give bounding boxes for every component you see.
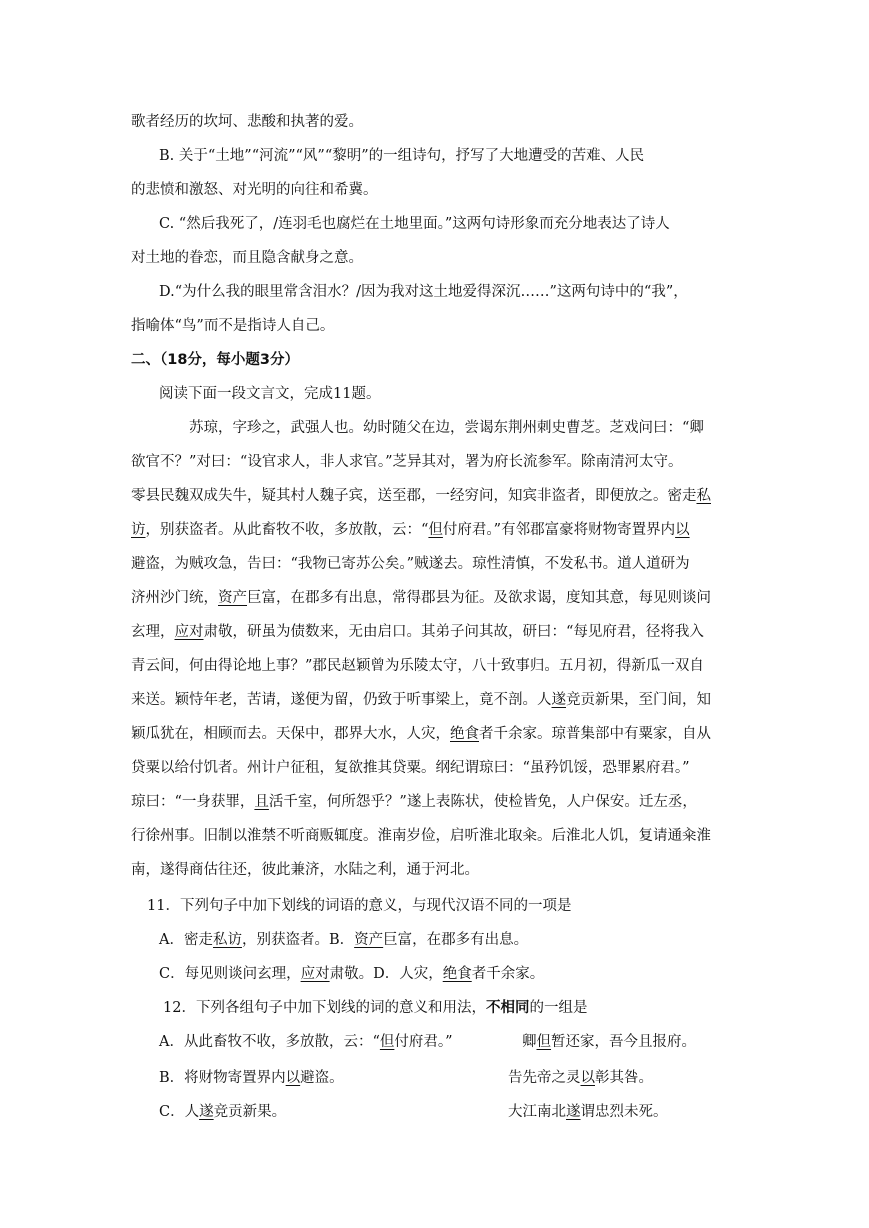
passage-text: 巨富，在郡多有出息，常得郡县为征。及欲求谒，度知其意，每见则谈问 <box>247 590 711 606</box>
question-11-options-cd <box>159 964 544 984</box>
passage-line <box>131 588 711 608</box>
option-c-line1: C. “然后我死了，/连羽毛也腐烂在土地里面。”这两句诗形象而充分地表达了诗人 <box>159 216 670 232</box>
intro-line: 歌者经历的坎坷、悲酸和执著的爱。 <box>131 114 363 130</box>
option-text: 告先帝之灵 <box>508 1070 581 1086</box>
option-text: 肃敬。D．人灾， <box>329 966 443 982</box>
passage-text: 琼曰：“一身获罪， <box>131 794 255 810</box>
passage-line: 贷粟以给付饥者。州计户征租，复欲推其贷粟。纲纪谓琼曰：“虽矜饥馁，恐罪累府君。” <box>131 760 690 776</box>
passage-line: 行徐州事。旧制以淮禁不听商贩辄度。淮南岁俭，启听淮北取籴。后淮北人饥，复请通籴淮 <box>131 828 711 844</box>
underlined-word: 资产 <box>218 590 247 606</box>
underlined-word: 资产 <box>354 932 384 948</box>
option-text: 付府君。” <box>394 1034 453 1050</box>
passage-line <box>131 622 704 642</box>
option-text: 卿 <box>522 1034 537 1050</box>
question-12-option-b-right <box>508 1068 653 1088</box>
passage-line <box>131 520 690 540</box>
passage-line: 南，遂得商估往还，彼此兼济，水陆之利，通于河北。 <box>131 862 479 878</box>
underlined-word: 绝食 <box>442 966 472 982</box>
passage-text: 颖瓜犹在，相顾而去。天保中，郡界大水，人灾， <box>131 726 450 742</box>
passage-line <box>131 486 711 506</box>
passage-text: ，别获盗者。从此畜牧不收，多放散，云：“ <box>145 522 429 538</box>
passage-text: 玄理， <box>131 624 175 640</box>
option-text: 避盗。 <box>300 1070 344 1086</box>
question-11-options-ab <box>159 930 528 950</box>
underlined-word: 访 <box>131 522 146 538</box>
passage-text: 来送。颖恃年老，苦请，遂便为留，仍致于听事梁上，竟不剖。人 <box>131 692 552 708</box>
underlined-word: 但 <box>536 1034 551 1050</box>
underlined-word: 遂 <box>566 1104 581 1120</box>
option-text: 彰其咎。 <box>595 1070 653 1086</box>
underlined-word: 但 <box>379 1034 395 1050</box>
question-12-option-c-left <box>159 1102 286 1122</box>
option-text: ，别获盗者。B． <box>241 932 355 948</box>
passage-line: 欲官不？”对曰：“设官求人，非人求官。”芝异其对，署为府长流参军。除南清河太守。 <box>131 454 683 470</box>
option-text: 大江南北 <box>508 1104 566 1120</box>
option-text: 暂还家，吾今且报府。 <box>551 1034 696 1050</box>
underlined-word: 以 <box>285 1070 301 1086</box>
underlined-word: 私 <box>696 488 711 504</box>
passage-text: 竞贡新果，至门间，知 <box>566 692 711 708</box>
question-12-option-a-left <box>159 1032 453 1052</box>
underlined-word: 绝食 <box>450 726 479 742</box>
option-b-line2: 的悲愤和激怒、对光明的向往和希冀。 <box>131 182 378 198</box>
stem-emphasis: 不相同 <box>485 1000 530 1016</box>
option-text: C．每见则谈问玄理， <box>159 966 301 982</box>
passage-text: 者千余家。琼普集部中有粟家，自从 <box>479 726 711 742</box>
passage-text: 肃敬，研虽为债数来，无由启口。其弟子问其故，研曰：“每见府君，径将我入 <box>203 624 704 640</box>
passage-line <box>131 690 711 710</box>
passage-line <box>131 792 697 812</box>
underlined-word: 应对 <box>300 966 330 982</box>
question-11-stem: 11．下列句子中加下划线的词语的意义，与现代汉语不同的一项是 <box>147 898 572 914</box>
passage-line: 青云间，何由得论地上事？”郡民赵颖曾为乐陵太守，八十致事归。五月初，得新瓜一双自 <box>131 658 704 674</box>
passage-text: 付府君。”有邻郡富豪将财物寄置界内 <box>442 522 676 538</box>
section-instruction: 阅读下面一段文言文，完成11题。 <box>159 386 381 402</box>
question-12-option-b-left <box>159 1068 344 1088</box>
option-text: 谓忠烈未死。 <box>580 1104 668 1120</box>
passage-line: 避盗，为贼攻急，告曰：“我物已寄苏公矣。”贼遂去。琼性清慎，不发私书。道人道研为 <box>131 556 690 572</box>
underlined-word: 应对 <box>174 624 204 640</box>
option-d-line1: D.“为什么我的眼里常含泪水？/因为我对这土地爱得深沉……”这两句诗中的“我”， <box>159 284 688 300</box>
question-12-option-c-right <box>508 1102 668 1122</box>
option-text: C．人 <box>159 1104 200 1120</box>
option-text: 巨富，在郡多有出息。 <box>383 932 529 948</box>
stem-text: 12．下列各组句子中加下划线的词的意义和用法， <box>163 1000 486 1016</box>
option-d-line2: 指喻体“鸟”而不是指诗人自己。 <box>131 318 335 334</box>
option-text: 竞贡新果。 <box>213 1104 287 1120</box>
underlined-word: 且 <box>254 794 269 810</box>
option-text: A．密走 <box>159 932 213 948</box>
underlined-word: 私访 <box>212 932 242 948</box>
passage-text: 济州沙门统， <box>131 590 218 606</box>
passage-text: 活千室，何所怨乎？”遂上表陈状，使检皆免，人户保安。迁左丞， <box>268 794 697 810</box>
option-c-line2: 对土地的眷恋，而且隐含献身之意。 <box>131 250 363 266</box>
question-12-stem <box>163 998 587 1018</box>
underlined-word: 遂 <box>551 692 566 708</box>
option-text: A．从此畜牧不收，多放散，云：“ <box>159 1034 380 1050</box>
question-12-option-a-right <box>522 1032 696 1052</box>
option-text: 者千余家。 <box>471 966 545 982</box>
underlined-word: 以 <box>580 1070 595 1086</box>
passage-line: 苏琼，字珍之，武强人也。幼时随父在边，尝谒东荆州刺史曹芝。芝戏问曰：“卿 <box>189 420 704 436</box>
passage-line <box>131 724 711 744</box>
section-heading: 二、（18分，每小题3分） <box>131 352 300 368</box>
option-b-line1: B. 关于“土地”“河流”“风”“黎明”的一组诗句，抒写了大地遭受的苦难、人民 <box>159 148 645 164</box>
underlined-word: 遂 <box>199 1104 214 1120</box>
option-text: B．将财物寄置界内 <box>159 1070 286 1086</box>
underlined-word: 但 <box>428 522 443 538</box>
passage-text: 零县民魏双成失牛，疑其村人魏子宾，送至郡，一经穷问，知宾非盗者，即便放之。密走 <box>131 488 697 504</box>
stem-text: 的一组是 <box>529 1000 588 1016</box>
underlined-word: 以 <box>675 522 690 538</box>
